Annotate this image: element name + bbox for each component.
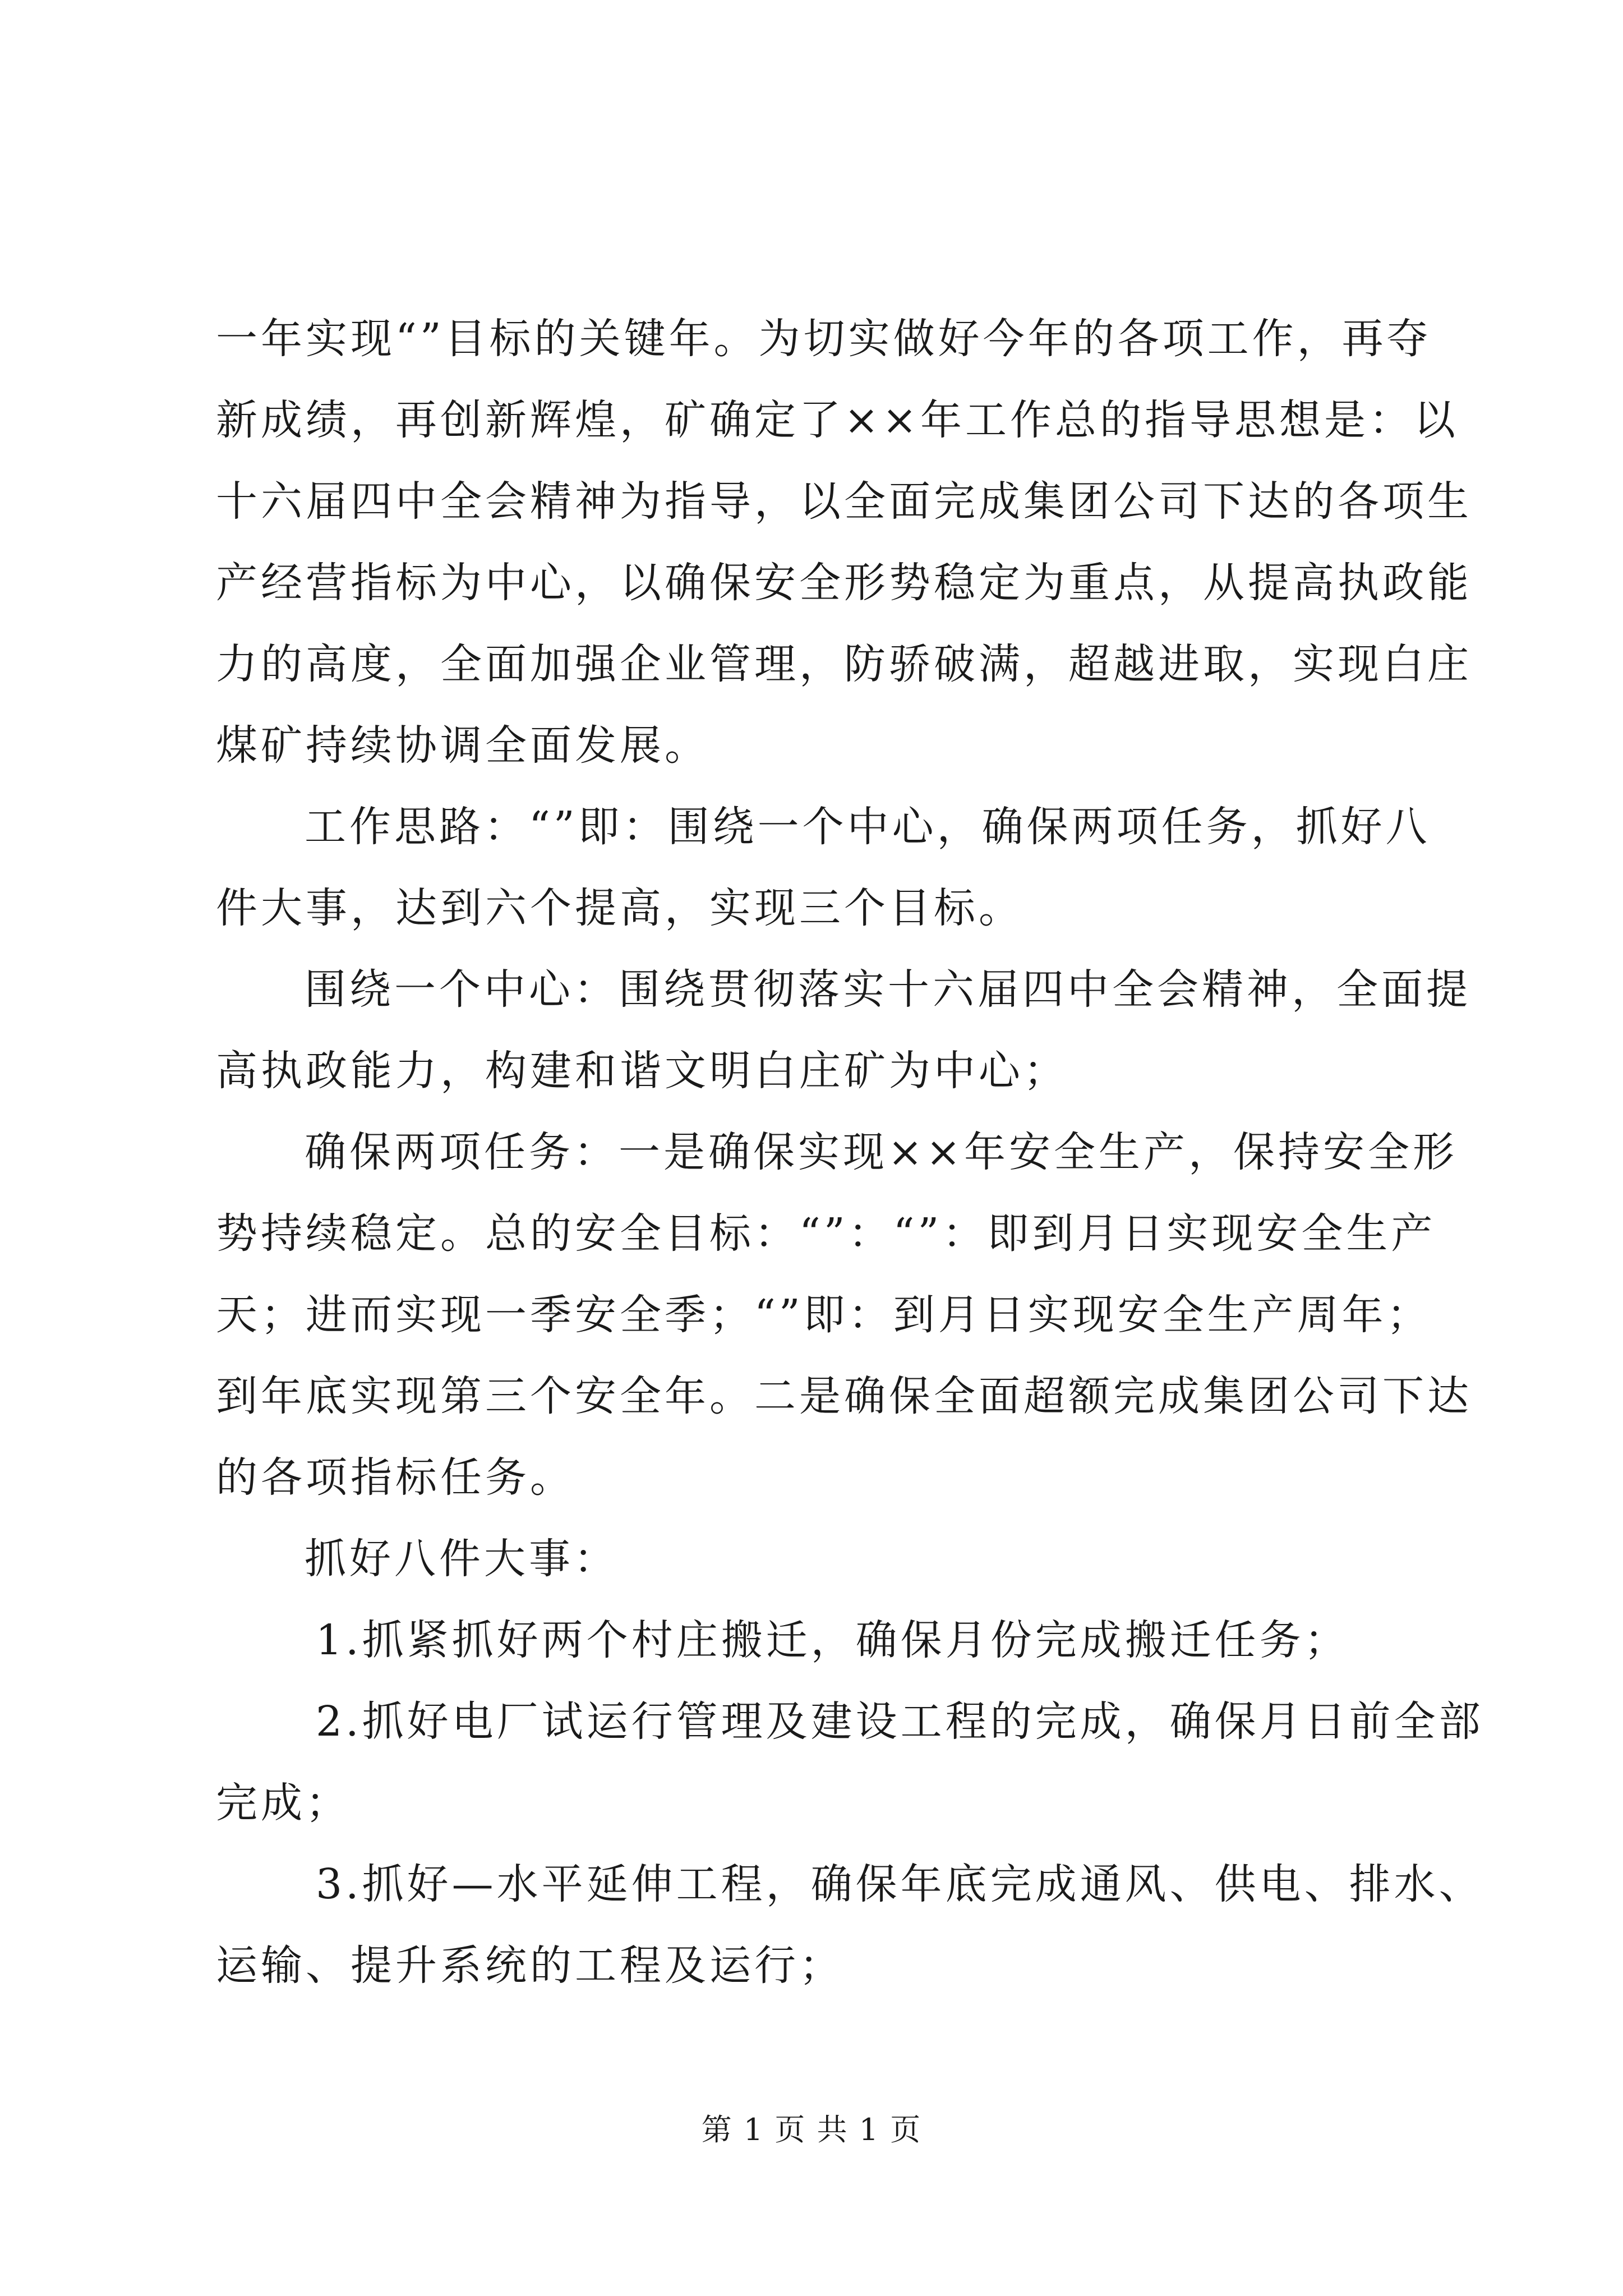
list-item-1 bbox=[216, 1600, 1424, 1681]
text-line: 力的高度，全面加强企业管理，防骄破满，超越进取，实现白庄 bbox=[216, 640, 1472, 688]
text-line: 天；进而实现一季安全季；“”即：到月日实现安全生产周年； bbox=[216, 1291, 1432, 1339]
text-line: 抓好八件大事： bbox=[305, 1535, 619, 1583]
text-line: 一年实现“”目标的关键年。为切实做好今年的各项工作，再夺 bbox=[216, 315, 1432, 363]
text-line: 势持续稳定。总的安全目标：“”：“”：即到月日实现安全生产 bbox=[216, 1209, 1436, 1258]
text-line: 的各项指标任务。 bbox=[216, 1453, 575, 1502]
text-line: 煤矿持续协调全面发展。 bbox=[216, 721, 709, 770]
text-line: 新成绩，再创新辉煌，矿确定了××年工作总的指导思想是：以 bbox=[216, 396, 1459, 444]
text-line: 工作思路：“”即：围绕一个中心，确保两项任务，抓好八 bbox=[305, 803, 1431, 851]
page-number-label: 第 1 页 共 1 页 bbox=[701, 2112, 922, 2147]
text-line: 到年底实现第三个安全年。二是确保全面超额完成集团公司下达 bbox=[216, 1372, 1472, 1420]
paragraph-eight-tasks-heading bbox=[216, 1519, 1424, 1600]
text-line: 高执政能力，构建和谐文明白庄矿为中心； bbox=[216, 1047, 1068, 1095]
text-line: 确保两项任务：一是确保实现××年安全生产，保持安全形 bbox=[305, 1128, 1458, 1176]
text-line: 1.抓紧抓好两个村庄搬迁，确保月份完成搬迁任务； bbox=[316, 1616, 1349, 1664]
list-item-2 bbox=[216, 1681, 1484, 1844]
paragraph-work-approach bbox=[216, 786, 1431, 949]
paragraph-two-tasks bbox=[216, 1112, 1472, 1519]
text-line: 2.抓好电厂试运行管理及建设工程的完成，确保月日前全部 bbox=[316, 1697, 1484, 1746]
text-line: 3.抓好—水平延伸工程，确保年底完成通风、供电、排水、 bbox=[316, 1860, 1484, 1908]
paragraph-guiding-thought bbox=[216, 298, 1472, 786]
list-item-3 bbox=[216, 1844, 1484, 2007]
page-footer bbox=[0, 2110, 1623, 2150]
text-line: 完成； bbox=[216, 1779, 351, 1827]
text-line: 围绕一个中心：围绕贯彻落实十六届四中全会精神，全面提 bbox=[305, 965, 1471, 1014]
text-line: 产经营指标为中心，以确保安全形势稳定为重点，从提高执政能 bbox=[216, 559, 1472, 607]
paragraph-one-center bbox=[216, 949, 1471, 1112]
text-line: 件大事，达到六个提高，实现三个目标。 bbox=[216, 884, 1023, 932]
document-body bbox=[216, 298, 1484, 2007]
text-line: 十六届四中全会精神为指导，以全面完成集团公司下达的各项生 bbox=[216, 477, 1472, 526]
text-line: 运输、提升系统的工程及运行； bbox=[216, 1941, 844, 1990]
